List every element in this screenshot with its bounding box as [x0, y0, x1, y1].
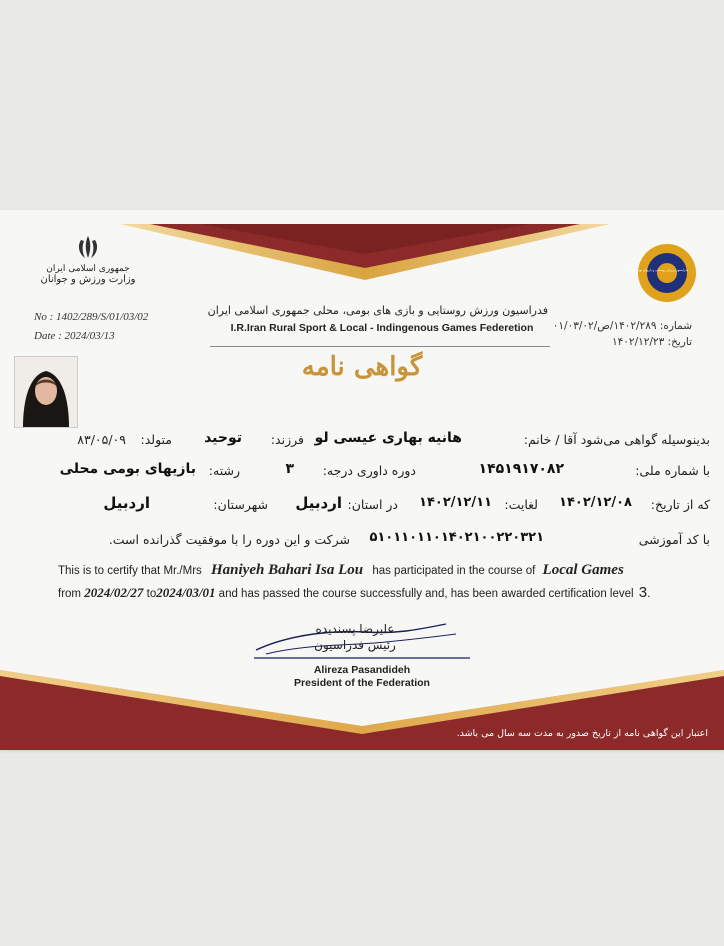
english-p1: This is to certify that Mr./Mrs [58, 565, 202, 577]
code-value: ۵۱۰۱۱۰۱۱۰۱۴۰۲۱۰۰۲۲۰۳۲۱ [369, 530, 544, 545]
portrait-photo [14, 356, 78, 428]
iran-emblem-icon [73, 234, 103, 260]
english-course: Local Games [542, 562, 624, 578]
signature-name-en: Alireza Pasandideh [313, 664, 411, 676]
fa-date: تاریخ: ۱۴۰۲/۱۲/۲۳ [612, 336, 692, 348]
intro-label: بدینوسیله گواهی می‌شود آقا / خانم: [523, 432, 710, 447]
english-p6: . [647, 588, 651, 600]
field-value: بازیهای بومی محلی [59, 461, 196, 477]
born-label: متولد: [140, 432, 172, 447]
born-value: ۸۳/۰۵/۰۹ [77, 432, 126, 447]
national-id-label: با شماره ملی: [635, 463, 710, 478]
signature-title-fa: رئیس فدراسیون [314, 638, 396, 652]
father-label: فرزند: [270, 432, 304, 447]
federation-logo-text: فدراسیون ورزش روستایی و بازیهای بومی محلی [627, 268, 688, 272]
province-value: اردبیل [295, 494, 342, 512]
en-number: No : 1402/289/S/01/03/02 [34, 311, 149, 323]
english-name: Haniyeh Bahari Isa Lou [210, 562, 364, 578]
code-label: با کد آموزشی [638, 532, 710, 547]
ministry-line1: جمهوری اسلامی ایران [46, 264, 130, 274]
english-line-2 [58, 584, 650, 601]
father-value: توحید [204, 430, 242, 446]
field-label: رشته: [208, 463, 240, 478]
recipient-name: هانیه بهاری عیسی لو [314, 430, 462, 446]
certificate [0, 210, 724, 750]
from-value: ۱۴۰۲/۱۲/۰۸ [559, 495, 632, 510]
passed-text: شرکت و این دوره را با موفقیت گذرانده است. [108, 532, 350, 547]
federation-name-en: I.R.Iran Rural Sport & Local - Indingenous Games Federetion [230, 322, 534, 334]
city-value: اردبیل [103, 494, 150, 512]
from-label: که از تاریخ: [650, 497, 710, 512]
national-id-value: ۱۴۵۱۹۱۷۰۸۲ [478, 461, 564, 477]
validity-note: اعتبار این گواهی نامه از تاریخ صدور به مدت سه سال می باشد. [456, 728, 708, 739]
english-level: 3 [638, 584, 648, 601]
signature-name-fa: علیرضا پسندیده [315, 622, 395, 636]
english-to-date: 2024/03/01 [156, 585, 216, 600]
en-date: Date : 2024/03/13 [34, 330, 115, 342]
federation-name-fa: فدراسیون ورزش روستایی و بازی های بومی، محلی جمهوری اسلامی ایران [207, 304, 548, 317]
to-value: ۱۴۰۲/۱۲/۱۱ [419, 495, 492, 510]
english-p4: to [146, 588, 157, 600]
to-label: لغایت: [504, 497, 538, 512]
course-value: ۳ [285, 461, 294, 477]
fa-number: شماره: ۱۴۰۲/۲۸۹/ص/۰۱/۰۳/۰۲ [552, 320, 692, 332]
english-p2: has participated in the course of [372, 565, 536, 577]
english-p3: from [58, 588, 81, 600]
english-line-1 [58, 562, 624, 579]
province-label: در استان: [347, 497, 398, 512]
federation-logo [627, 242, 698, 304]
english-p5: and has passed the course successfully and, has been awarded certification level [218, 588, 634, 600]
city-label: شهرستان: [213, 497, 268, 512]
english-from-date: 2024/02/27 [84, 585, 144, 600]
ministry-line2: وزارت ورزش و جوانان [40, 274, 136, 285]
header-divider [210, 346, 550, 347]
signature-title-en: President of the Federation [294, 677, 430, 689]
course-label: دوره داوری درجه: [322, 463, 416, 478]
certificate-title: گواهی نامه [301, 352, 423, 382]
ministry-emblem [38, 234, 138, 296]
